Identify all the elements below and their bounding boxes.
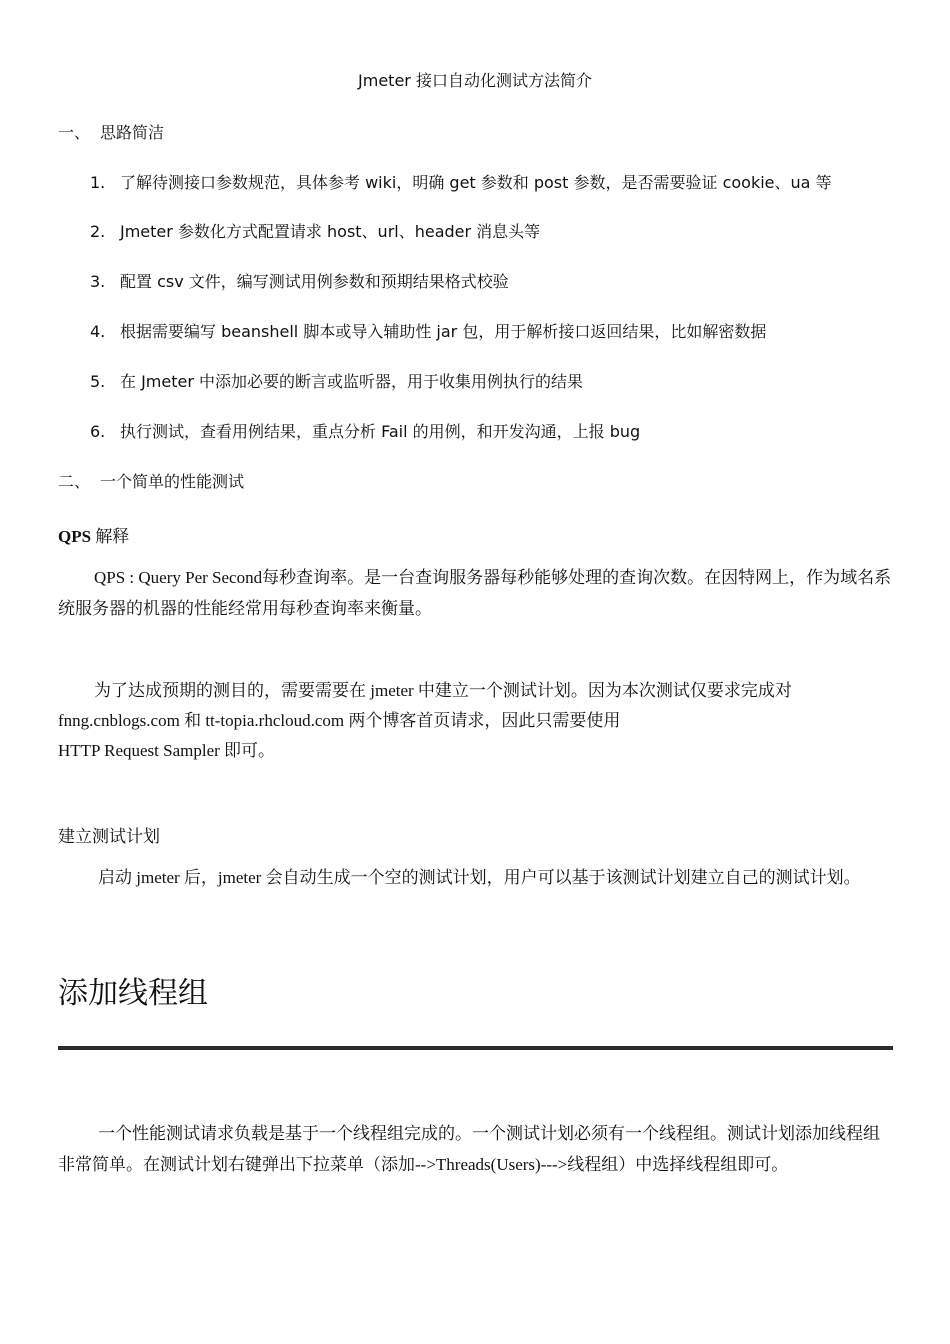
list-item — [90, 219, 540, 242]
plan-paragraph-line: fnng.cnblogs.com 和 tt-topia.rhcloud.com 两个博客首页请求，因此只需要使用 — [58, 711, 621, 730]
list-item-number: 2. — [90, 222, 106, 241]
list-item — [90, 170, 832, 193]
section-heading-text: 思路简洁 — [100, 123, 165, 142]
heading-divider — [58, 1046, 893, 1050]
section-heading-2 — [58, 469, 244, 492]
qps-heading-rest: 解释 — [91, 527, 130, 546]
list-item-number: 5. — [90, 372, 106, 391]
plan-paragraph-line: HTTP Request Sampler 即可。 — [58, 741, 276, 760]
section-number: 一、 — [58, 123, 91, 142]
list-item-text: 了解待测接口参数规范，具体参考 wiki，明确 get 参数和 post 参数，是否需要验证 cookie、ua 等 — [120, 173, 832, 192]
plan-paragraph-line: 为了达成预期的测目的，需要需要在 jmeter 中建立一个测试计划。因为本次测试仅要求完成对 — [94, 681, 792, 700]
document-title: Jmeter 接口自动化测试方法简介 — [358, 71, 592, 90]
list-item — [90, 369, 583, 392]
thread-group-paragraph: 一个性能测试请求负载是基于一个线程组完成的。一个测试计划必须有一个线程组。测试计划添加线程组非常简单。在测试计划右键弹出下拉菜单（添加-->Threads(Users)--->线程组）中选择线程组即可。 — [58, 1124, 880, 1174]
list-item-number: 4. — [90, 322, 106, 341]
list-item — [90, 269, 509, 292]
thread-group-heading: 添加线程组 — [58, 977, 208, 1010]
section-heading-1 — [58, 120, 164, 143]
list-item-number: 3. — [90, 272, 106, 291]
list-item-text: 在 Jmeter 中添加必要的断言或监听器，用于收集用例执行的结果 — [120, 372, 584, 391]
create-plan-paragraph: 启动 jmeter 后，jmeter 会自动生成一个空的测试计划，用户可以基于该测试计划建立自己的测试计划。 — [98, 868, 861, 887]
list-item-number: 6. — [90, 422, 106, 441]
list-item-text: 配置 csv 文件，编写测试用例参数和预期结果格式校验 — [120, 272, 509, 291]
section-heading-text: 一个简单的性能测试 — [100, 472, 245, 491]
list-item-text: 执行测试，查看用例结果，重点分析 Fail 的用例，和开发沟通，上报 bug — [120, 422, 641, 441]
section-number: 二、 — [58, 472, 91, 491]
list-item — [90, 419, 640, 442]
list-item-text: Jmeter 参数化方式配置请求 host、url、header 消息头等 — [120, 222, 541, 241]
list-item — [90, 319, 766, 342]
list-item-number: 1. — [90, 173, 106, 192]
create-plan-heading: 建立测试计划 — [58, 827, 160, 846]
qps-heading-bold: QPS — [58, 527, 92, 546]
list-item-text: 根据需要编写 beanshell 脚本或导入辅助性 jar 包，用于解析接口返回结果，比如解密数据 — [120, 322, 767, 341]
qps-heading — [58, 522, 129, 547]
qps-paragraph: QPS : Query Per Second每秒查询率。是一台查询服务器每秒能够处理的查询次数。在因特网上，作为域名系统服务器的机器的性能经常用每秒查询率来衡量。 — [58, 568, 892, 618]
